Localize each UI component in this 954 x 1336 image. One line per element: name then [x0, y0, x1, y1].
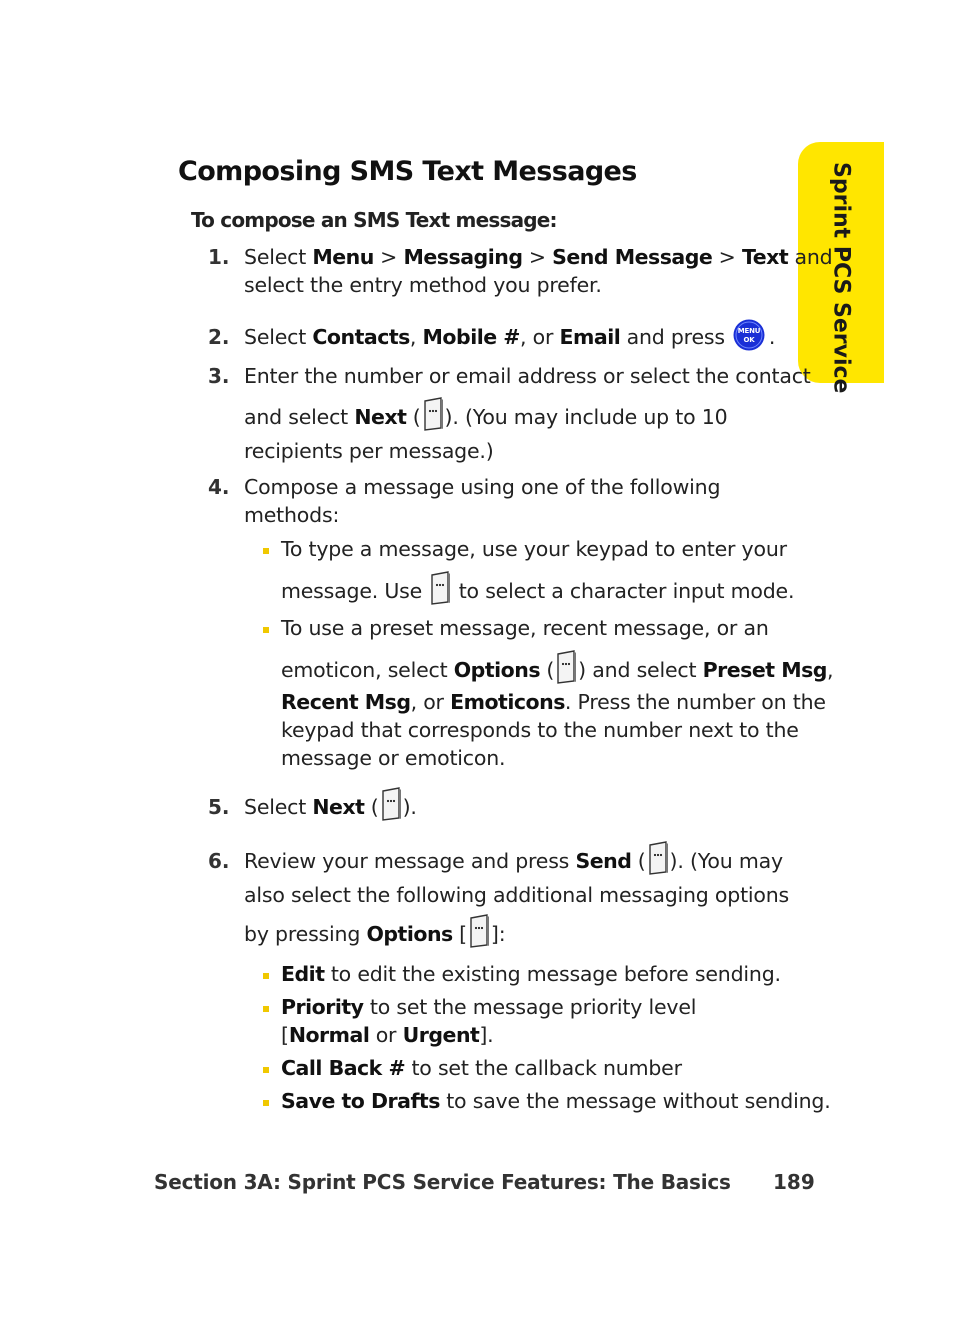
bullet-marker: [263, 548, 269, 554]
step-5-line: Select Next ( ).: [244, 795, 417, 821]
step-6-line-1: Review your message and press Send ( ). (You may: [244, 849, 783, 875]
softkey-icon: [468, 914, 490, 948]
email-term: Email: [559, 325, 621, 349]
option-call-back: Call Back # to set the callback number: [281, 1056, 682, 1080]
option-save-drafts: Save to Drafts to save the message without sending.: [281, 1089, 831, 1113]
next-term: Next: [312, 795, 365, 819]
step-3-line-1: Enter the number or email address or select the contact: [244, 364, 811, 388]
step-3-line-3: recipients per message.): [244, 439, 494, 463]
step-4-line-1: Compose a message using one of the following: [244, 475, 721, 499]
footer-section-title: Section 3A: Sprint PCS Service Features: The Basics: [154, 1170, 731, 1194]
page-title: Composing SMS Text Messages: [178, 156, 637, 187]
softkey-icon: [647, 841, 669, 875]
svg-text:MENU: MENU: [737, 327, 761, 335]
options-term: Options: [366, 922, 453, 946]
bullet-marker: [263, 1006, 269, 1012]
page-number: 189: [773, 1170, 815, 1194]
menu-term: Menu: [312, 245, 374, 269]
menu-ok-key-icon: [733, 319, 765, 351]
step-number: 1.: [208, 245, 230, 269]
step-6-line-2: also select the following additional messaging options: [244, 883, 790, 907]
bullet-2-line-3: Recent Msg, or Emoticons. Press the number on the: [281, 690, 826, 714]
option-edit: Edit to edit the existing message before sending.: [281, 962, 781, 986]
softkey-icon: [422, 397, 444, 431]
next-term: Next: [354, 405, 407, 429]
softkey-icon: [429, 571, 451, 605]
preset-msg-term: Preset Msg: [702, 658, 827, 682]
messaging-term: Messaging: [403, 245, 523, 269]
bullet-2-line-4: keypad that corresponds to the number next to the: [281, 718, 799, 742]
bullet-marker: [263, 627, 269, 633]
text-term: Text: [741, 245, 789, 269]
step-6-line-3: by pressing Options [ ]:: [244, 922, 505, 948]
bullet-1-line-1: To type a message, use your keypad to enter your: [281, 537, 787, 561]
emoticons-term: Emoticons: [450, 690, 565, 714]
side-tab-label: Sprint PCS Service: [828, 162, 854, 394]
recent-msg-term: Recent Msg: [281, 690, 411, 714]
softkey-icon: [555, 650, 577, 684]
step-number: 6.: [208, 849, 230, 873]
step-1-line-2: select the entry method you prefer.: [244, 273, 602, 297]
option-priority-levels: [Normal or Urgent].: [281, 1023, 494, 1047]
bullet-1-line-2: message. Use to select a character input mode.: [281, 579, 794, 605]
bullet-marker: [263, 1067, 269, 1073]
softkey-icon: [380, 787, 402, 821]
option-priority: Priority to set the message priority level: [281, 995, 697, 1019]
bullet-2-line-2: emoticon, select Options ( ) and select Preset Msg,: [281, 658, 833, 684]
step-number: 3.: [208, 364, 230, 388]
bullet-marker: [263, 973, 269, 979]
contacts-term: Contacts: [312, 325, 410, 349]
options-term: Options: [453, 658, 541, 682]
step-number: 2.: [208, 325, 230, 349]
send-term: Send: [575, 849, 632, 873]
bullet-2-line-5: message or emoticon.: [281, 746, 506, 770]
step-4-line-2: methods:: [244, 503, 340, 527]
step-number: 5.: [208, 795, 230, 819]
step-2-line: Select Contacts, Mobile #, or Email and press MENU OK .: [244, 325, 775, 351]
svg-text:OK: OK: [743, 336, 755, 344]
bullet-marker: [263, 1100, 269, 1106]
step-1-line-1: Select Menu > Messaging > Send Message > Text and: [244, 245, 833, 269]
step-3-line-2: and select Next ( ). (You may include up to 10: [244, 405, 727, 431]
send-message-term: Send Message: [552, 245, 713, 269]
mobile-term: Mobile #: [422, 325, 520, 349]
procedure-heading: To compose an SMS Text message:: [191, 208, 557, 232]
bullet-2-line-1: To use a preset message, recent message, or an: [281, 616, 769, 640]
step-number: 4.: [208, 475, 230, 499]
